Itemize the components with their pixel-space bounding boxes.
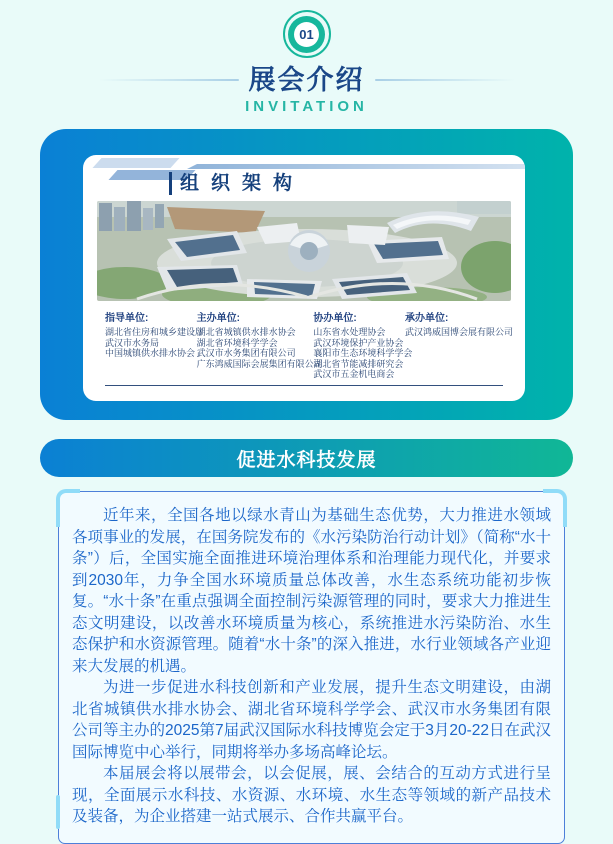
org-unit-item: 武汉市水务局 [105,337,160,348]
org-bottom-rule [105,385,503,386]
org-unit-item: 襄阳市生态环境科学学会 [313,348,413,358]
deco-slant-shape-light [92,158,179,168]
org-column [405,312,514,380]
organization-inner-card [83,155,525,401]
org-unit-item: 湖北省住房和城乡建设厅 [105,327,205,337]
expo-aerial-photo-illustration [97,201,511,301]
page-title: 展会介绍 [248,65,365,95]
org-column [196,312,323,380]
article-paragraph: 近年来，全国各地以绿水青山为基础生态优势，大力推进水领域各项事业的发展，在国务院发布的《水污染防治行动计划》（简称“水十条”）后，全国实施全面推进环境治理体系和治理能力现代化，并要求到2030年，力争全国水环境质量总体改善，水生态系统功能初步恢复。“水十条”在重点强调全面控制污染源管理的同时，要求大力推进生态文明建设，以改善水环境质量为核心，系统推进水污染防治、水生态保护和水资源管理。随着“水十条”的深入推进，水行业领域各产业迎来大发展的机遇。 [72,507,551,675]
org-unit-item: 湖北省城镇供水排水协会 [196,327,296,337]
org-column [105,312,205,380]
section-header [0,64,613,115]
org-unit-item: 武汉环境保护产业协会 [313,337,404,348]
article-card [58,491,565,844]
article-body [72,505,551,828]
org-unit-item: 中国城镇供水排水协会 [105,348,196,358]
org-unit-item: 武汉鸿威国博会展有限公司 [405,327,514,337]
corner-accent-top-left [56,489,80,527]
org-unit-label: 承办单位: [405,313,449,324]
badge-teal-ring [288,16,325,53]
organization-title: 组织架构 [169,172,304,195]
badge-outer-ring [283,10,331,58]
org-unit-item: 武汉市水务集团有限公司 [196,348,296,358]
org-unit-item: 湖北省环境科学学会 [196,337,278,348]
organization-card-header [83,155,525,201]
badge-number: 01 [294,22,319,47]
org-unit-item: 湖北省节能减排研究会 [313,358,404,369]
header-left-line [99,79,239,81]
header-right-line [375,79,515,81]
page-subtitle: INVITATION [245,98,368,115]
corner-accent-top-right [543,489,567,527]
corner-accent-bottom-left [56,795,60,829]
organization-card [40,129,573,420]
section-number-badge [0,0,613,58]
org-unit-label: 协办单位: [313,313,357,324]
org-unit-item: 广东鸿威国际会展集团有限公司 [196,358,323,369]
article-paragraph: 为进一步促进水科技创新和产业发展，提升生态文明建设，由湖北省城镇供水排水协会、湖北省环境科学学会、武汉市水务集团有限公司等主办的2025第7届武汉国际水科技博览会定于3月20-22日在武汉国际博览中心举行，同期将举办多场高峰论坛。 [72,679,551,761]
article-paragraph: 本届展会将以展带会，以会促展，展、会结合的互动方式进行呈现，全面展示水科技、水资源、水环境、水生态等领域的新产品技术及装备，为企业搭建一站式展示、合作共赢平台。 [72,765,551,825]
deco-horizontal-bar [187,164,525,169]
org-unit-label: 主办单位: [196,313,241,324]
org-unit-item: 山东省水处理协会 [313,327,386,337]
org-columns [105,312,514,380]
org-unit-label: 指导单位: [105,313,149,324]
org-unit-item: 武汉市五金机电商会 [313,369,395,379]
org-column [313,312,413,380]
section-banner: 促进水科技发展 [40,439,573,477]
